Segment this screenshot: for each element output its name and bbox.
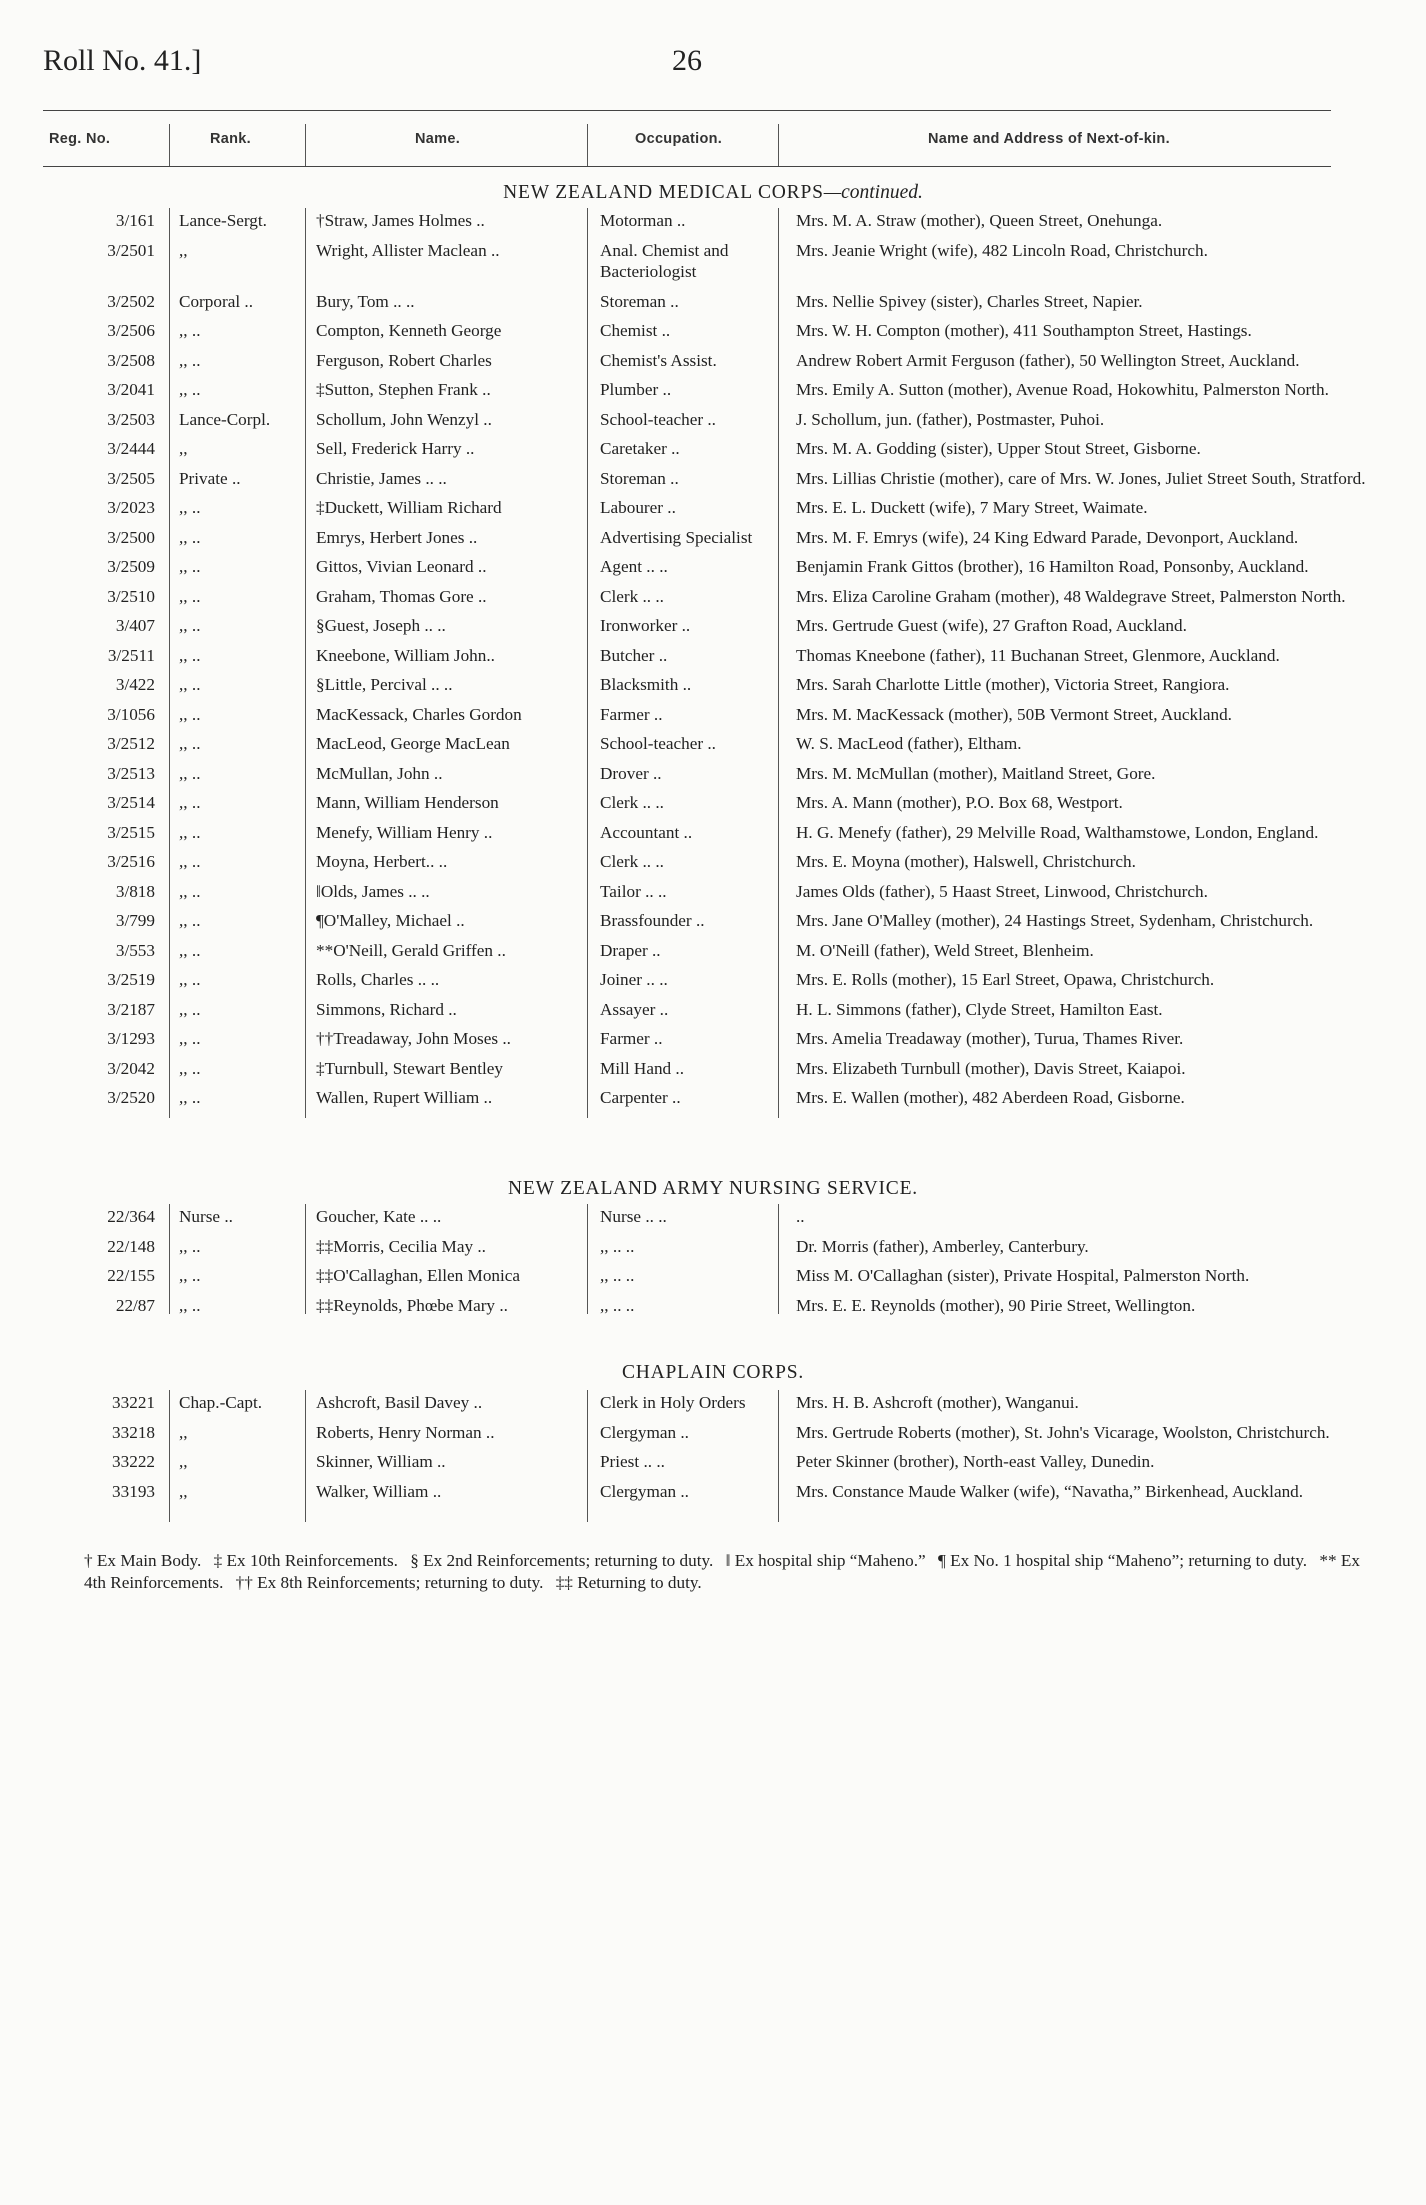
rank: Lance-Sergt. [179,211,267,230]
soldier-name: Ferguson, Robert Charles [316,350,492,370]
soldier-name: Emrys, Herbert Jones .. [316,527,478,547]
reg-number: 3/2513 [107,763,155,783]
reg-number: 3/2519 [107,970,155,989]
soldier-name: Graham, Thomas Gore .. [316,586,487,606]
occupation: Farmer .. [600,1029,663,1048]
rank: ,, .. [179,321,201,340]
occupation: Butcher .. [600,645,668,665]
column-header-next-of-kin: Name and Address of Next-of-kin. [928,131,1170,147]
table-row [43,1236,1361,1266]
rank: ,, .. [179,704,201,724]
reg-number: 3/2512 [107,734,155,753]
occupation: Chemist .. [600,321,671,340]
next-of-kin: Mrs. E. Moyna (mother), Halswell, Christchurch. [796,852,1136,871]
table-row [43,320,1361,350]
occupation: Ironworker .. [600,616,691,635]
reg-number: 22/364 [107,1207,155,1226]
rank: ,, .. [179,852,201,871]
rank: ,, [179,1422,188,1442]
table-row [43,438,1361,468]
rank: Chap.-Capt. [179,1393,263,1412]
table-row [43,497,1361,527]
table-row [43,527,1361,557]
footnotes [84,1550,1360,1593]
reg-number: 3/2500 [107,527,155,547]
column-divider [305,124,306,166]
next-of-kin: .. [796,1207,805,1226]
soldier-name: ††Treadaway, John Moses .. [316,1029,511,1048]
occupation: School-teacher .. [600,734,716,753]
soldier-name: Moyna, Herbert.. .. [316,852,448,871]
occupation: School-teacher .. [600,409,716,429]
reg-number: 3/2501 [107,240,155,260]
table-row [43,704,1361,734]
rank: Nurse .. [179,1207,233,1226]
table-row [43,1265,1361,1295]
table-row [43,1481,1361,1511]
soldier-name: Sell, Frederick Harry .. [316,439,475,458]
soldier-name: Skinner, William .. [316,1452,446,1471]
footnote: ** Ex 4th Reinforcements. [84,1551,1360,1592]
soldier-name: Kneebone, William John.. [316,645,495,665]
table-row [43,350,1361,380]
next-of-kin: Mrs. Eliza Caroline Graham (mother), 48 Waldegrave Street, Palmerston North. [796,586,1346,606]
reg-number: 33193 [112,1481,155,1501]
soldier-name: ‡Duckett, William Richard [316,498,502,517]
table-row [43,881,1361,911]
rank: ,, .. [179,911,201,930]
occupation: Drover .. [600,763,662,783]
table-row [43,733,1361,763]
table-row [43,822,1361,852]
occupation: Priest .. .. [600,1452,665,1471]
rank: ,, .. [179,881,201,901]
next-of-kin: Mrs. Jeanie Wright (wife), 482 Lincoln Road, Christchurch. [796,240,1208,260]
section-title-nursing-service: NEW ZEALAND ARMY NURSING SERVICE. [508,1178,918,1199]
next-of-kin: Mrs. M. MacKessack (mother), 50B Vermont Street, Auckland. [796,704,1232,724]
soldier-name: Wallen, Rupert William .. [316,1088,493,1107]
column-divider [587,124,588,166]
next-of-kin: W. S. MacLeod (father), Eltham. [796,734,1022,753]
reg-number: 3/2508 [107,350,155,370]
rank: ,, [179,240,188,260]
table-row [43,210,1361,240]
reg-number: 3/2514 [107,793,155,812]
next-of-kin: Mrs. A. Mann (mother), P.O. Box 68, Westport. [796,793,1123,812]
occupation: Plumber .. [600,380,672,399]
reg-number: 3/2041 [107,380,155,399]
occupation: Caretaker .. [600,439,680,458]
next-of-kin: Mrs. Emily A. Sutton (mother), Avenue Road, Hokowhitu, Palmerston North. [796,380,1329,399]
occupation: Chemist's Assist. [600,350,717,370]
table-row [43,1295,1361,1325]
rank: ,, .. [179,1266,201,1285]
occupation: ,, .. .. [600,1266,635,1285]
occupation: Draper .. [600,940,661,960]
roll-number: Roll No. 41.] [43,44,202,77]
rank: Private .. [179,468,241,488]
rank: ,, .. [179,557,201,576]
reg-number: 22/155 [107,1266,155,1285]
rank: ,, .. [179,734,201,753]
column-header-reg: Reg. No. [49,131,111,147]
rank: ,, .. [179,1058,201,1078]
column-divider [169,124,170,166]
table-row [43,379,1361,409]
next-of-kin: Mrs. Gertrude Guest (wife), 27 Grafton Road, Auckland. [796,616,1187,635]
occupation: Assayer .. [600,999,669,1019]
reg-number: 3/553 [115,940,155,960]
reg-number: 3/2506 [107,321,155,340]
table-row [43,615,1361,645]
rank: ,, .. [179,793,201,812]
reg-number: 22/148 [107,1236,155,1256]
rank: ,, .. [179,822,201,842]
reg-number: 3/161 [115,211,155,230]
soldier-name: ‡‡Morris, Cecilia May .. [316,1236,486,1256]
occupation: Joiner .. .. [600,970,668,989]
table-row [43,910,1361,940]
reg-number: 3/2509 [107,557,155,576]
reg-number: 3/2444 [107,439,155,458]
next-of-kin: Mrs. M. A. Godding (sister), Upper Stout Street, Gisborne. [796,439,1201,458]
reg-number: 22/87 [115,1295,155,1315]
soldier-name: Gittos, Vivian Leonard .. [316,557,487,576]
table-row [43,792,1361,822]
table-row [43,291,1361,321]
footnote: § Ex 2nd Reinforcements; returning to duty. [410,1551,714,1570]
occupation: Labourer .. [600,498,676,517]
soldier-name: Bury, Tom .. .. [316,291,415,311]
soldier-name: Roberts, Henry Norman .. [316,1422,495,1442]
table-row [43,674,1361,704]
table-row [43,1422,1361,1452]
rank: Corporal .. [179,291,253,311]
next-of-kin: M. O'Neill (father), Weld Street, Blenheim. [796,940,1094,960]
rank: ,, .. [179,940,201,960]
table-row [43,586,1361,616]
reg-number: 3/2510 [107,586,155,606]
occupation: Accountant .. [600,822,693,842]
section-title-suffix: —continued. [823,182,923,203]
table-row [43,1028,1361,1058]
occupation: Mill Hand .. [600,1058,685,1078]
chaplain-corps-table [43,1392,1361,1510]
soldier-name: **O'Neill, Gerald Griffen .. [316,940,506,960]
section-title-medical-corps [0,182,1426,204]
reg-number: 33218 [112,1422,155,1442]
table-row [43,645,1361,675]
rank: ,, [179,439,188,458]
section-title-text: NEW ZEALAND MEDICAL CORPS [503,182,824,203]
next-of-kin: Mrs. Jane O'Malley (mother), 24 Hastings Street, Sydenham, Christchurch. [796,911,1314,930]
soldier-name: MacLeod, George MacLean [316,734,510,753]
soldier-name: Menefy, William Henry .. [316,822,493,842]
occupation: Anal. Chemist and Bacteriologist [600,240,729,281]
occupation: Clergyman .. [600,1481,689,1501]
rank: ,, .. [179,970,201,989]
next-of-kin: Benjamin Frank Gittos (brother), 16 Hamilton Road, Ponsonby, Auckland. [796,557,1309,576]
next-of-kin: Mrs. Constance Maude Walker (wife), “Navatha,” Birkenhead, Auckland. [796,1481,1304,1501]
table-row [43,240,1361,291]
rank: ,, .. [179,586,201,606]
soldier-name: ‖Olds, James .. .. [316,881,430,901]
soldier-name: †Straw, James Holmes .. [316,211,485,230]
soldier-name: Schollum, John Wenzyl .. [316,409,492,429]
table-row [43,1451,1361,1481]
next-of-kin: Mrs. Elizabeth Turnbull (mother), Davis Street, Kaiapoi. [796,1058,1186,1078]
table-row [43,851,1361,881]
next-of-kin: Mrs. E. Rolls (mother), 15 Earl Street, Opawa, Christchurch. [796,970,1215,989]
occupation: Clerk .. .. [600,586,664,606]
table-row [43,468,1366,498]
next-of-kin: Mrs. E. Wallen (mother), 482 Aberdeen Road, Gisborne. [796,1088,1185,1107]
next-of-kin: Miss M. O'Callaghan (sister), Private Hospital, Palmerston North. [796,1266,1250,1285]
rank: ,, .. [179,1295,201,1315]
next-of-kin: Andrew Robert Armit Ferguson (father), 50 Wellington Street, Auckland. [796,350,1300,370]
rank: ,, .. [179,527,201,547]
reg-number: 3/818 [115,881,155,901]
next-of-kin: Mrs. H. B. Ashcroft (mother), Wanganui. [796,1393,1079,1412]
table-row [43,940,1361,970]
occupation: Storeman .. [600,468,679,488]
occupation: Motorman .. [600,211,686,230]
reg-number: 3/1293 [107,1029,155,1048]
soldier-name: Goucher, Kate .. .. [316,1207,442,1226]
occupation: Storeman .. [600,291,679,311]
rank: ,, .. [179,1236,201,1256]
table-row [43,556,1361,586]
occupation: Blacksmith .. [600,675,692,694]
rank: ,, [179,1452,188,1471]
next-of-kin: Mrs. Nellie Spivey (sister), Charles Street, Napier. [796,291,1143,311]
soldier-name: ‡‡Reynolds, Phœbe Mary .. [316,1295,508,1315]
next-of-kin: Mrs. Sarah Charlotte Little (mother), Victoria Street, Rangiora. [796,675,1230,694]
next-of-kin: Dr. Morris (father), Amberley, Canterbury. [796,1236,1089,1256]
soldier-name: MacKessack, Charles Gordon [316,704,522,724]
table-row [43,1087,1361,1117]
footnote: ‡ Ex 10th Reinforcements. [213,1551,398,1570]
table-row [43,763,1361,793]
section-title-chaplain-corps: CHAPLAIN CORPS. [621,1362,805,1383]
table-row [43,1206,1361,1236]
soldier-name: Compton, Kenneth George [316,321,502,340]
next-of-kin: Mrs. W. H. Compton (mother), 411 Southampton Street, Hastings. [796,321,1252,340]
occupation: Brassfounder .. [600,911,705,930]
soldier-name: §Little, Percival .. .. [316,675,453,694]
header-rule-bottom [43,166,1331,167]
footnote: ¶ Ex No. 1 hospital ship “Maheno”; returning to duty. [938,1551,1308,1570]
occupation: Tailor .. .. [600,881,667,901]
reg-number: 3/2042 [107,1058,155,1078]
soldier-name: ‡‡O'Callaghan, Ellen Monica [316,1266,521,1285]
reg-number: 33222 [112,1452,155,1471]
reg-number: 3/2502 [107,291,155,311]
footnote: ‡‡ Returning to duty. [555,1572,702,1592]
soldier-name: Rolls, Charles .. .. [316,970,440,989]
next-of-kin: Mrs. E. E. Reynolds (mother), 90 Pirie Street, Wellington. [796,1295,1196,1315]
reg-number: 3/2520 [107,1088,155,1107]
rank: ,, .. [179,350,201,370]
column-header-name: Name. [415,131,461,147]
next-of-kin: Mrs. M. McMullan (mother), Maitland Street, Gore. [796,763,1156,783]
rank: ,, .. [179,1088,201,1107]
reg-number: 3/2505 [107,468,155,488]
next-of-kin: Mrs. M. A. Straw (mother), Queen Street, Onehunga. [796,211,1163,230]
reg-number: 3/2023 [107,498,155,517]
next-of-kin: Mrs. Gertrude Roberts (mother), St. John's Vicarage, Woolston, Christchurch. [796,1422,1330,1442]
soldier-name: Simmons, Richard .. [316,999,457,1019]
reg-number: 3/422 [115,675,155,694]
reg-number: 3/1056 [107,704,155,724]
occupation: Clerk .. .. [600,793,664,812]
occupation: Advertising Specialist [600,527,753,547]
footnote: † Ex Main Body. [84,1551,202,1570]
table-row [43,999,1361,1029]
reg-number: 3/2503 [107,409,155,429]
soldier-name: Walker, William .. [316,1481,442,1501]
soldier-name: ¶O'Malley, Michael .. [316,911,465,930]
rank: Lance-Corpl. [179,409,271,429]
rank: ,, [179,1481,188,1501]
soldier-name: Mann, William Henderson [316,793,499,812]
rank: ,, .. [179,999,201,1019]
next-of-kin: Thomas Kneebone (father), 11 Buchanan Street, Glenmore, Auckland. [796,645,1280,665]
table-row [43,1058,1361,1088]
medical-corps-table [43,210,1366,1117]
soldier-name: McMullan, John .. [316,763,443,783]
occupation: Clergyman .. [600,1422,689,1442]
next-of-kin: H. L. Simmons (father), Clyde Street, Hamilton East. [796,999,1163,1019]
rank: ,, .. [179,675,201,694]
occupation: ,, .. .. [600,1236,635,1256]
nursing-service-table [43,1206,1361,1324]
rank: ,, .. [179,1029,201,1048]
occupation: Clerk in Holy Orders [600,1393,746,1412]
table-row [43,1392,1361,1422]
soldier-name: ‡Turnbull, Stewart Bentley [316,1058,503,1078]
next-of-kin: J. Schollum, jun. (father), Postmaster, Puhoi. [796,409,1105,429]
table-row [43,409,1361,439]
reg-number: 3/2187 [107,999,155,1019]
occupation: Agent .. .. [600,557,668,576]
header-rule-top [43,110,1331,111]
rank: ,, .. [179,763,201,783]
next-of-kin: Peter Skinner (brother), North-east Valley, Dunedin. [796,1452,1155,1471]
footnote: ‖ Ex hospital ship “Maheno.” [725,1551,926,1570]
next-of-kin: Mrs. Lillias Christie (mother), care of Mrs. W. Jones, Juliet Street South, Stratford. [796,468,1366,488]
next-of-kin: Mrs. M. F. Emrys (wife), 24 King Edward Parade, Devonport, Auckland. [796,527,1299,547]
reg-number: 3/2516 [107,852,155,871]
soldier-name: Christie, James .. .. [316,468,447,488]
occupation: Clerk .. .. [600,852,664,871]
next-of-kin: H. G. Menefy (father), 29 Melville Road, Walthamstowe, London, England. [796,822,1319,842]
occupation: Nurse .. .. [600,1207,667,1226]
reg-number: 33221 [112,1393,155,1412]
reg-number: 3/799 [115,911,155,930]
column-header-rank: Rank. [210,131,251,147]
rank: ,, .. [179,645,201,665]
soldier-name: Ashcroft, Basil Davey .. [316,1393,483,1412]
soldier-name: ‡Sutton, Stephen Frank .. [316,380,491,399]
next-of-kin: Mrs. E. L. Duckett (wife), 7 Mary Street, Waimate. [796,498,1148,517]
next-of-kin: James Olds (father), 5 Haast Street, Linwood, Christchurch. [796,881,1208,901]
rank: ,, .. [179,498,201,517]
footnote: †† Ex 8th Reinforcements; returning to duty. [235,1572,544,1592]
rank: ,, .. [179,380,201,399]
occupation: ,, .. .. [600,1295,635,1315]
occupation: Carpenter .. [600,1088,681,1107]
reg-number: 3/407 [115,616,155,635]
occupation: Farmer .. [600,704,663,724]
rank: ,, .. [179,616,201,635]
soldier-name: §Guest, Joseph .. .. [316,616,446,635]
next-of-kin: Mrs. Amelia Treadaway (mother), Turua, Thames River. [796,1029,1184,1048]
column-header-occupation: Occupation. [635,131,723,147]
page-number: 26 [672,44,702,77]
reg-number: 3/2511 [107,645,155,665]
soldier-name: Wright, Allister Maclean .. [316,240,500,260]
reg-number: 3/2515 [107,822,155,842]
column-divider [778,124,779,166]
table-row [43,969,1361,999]
